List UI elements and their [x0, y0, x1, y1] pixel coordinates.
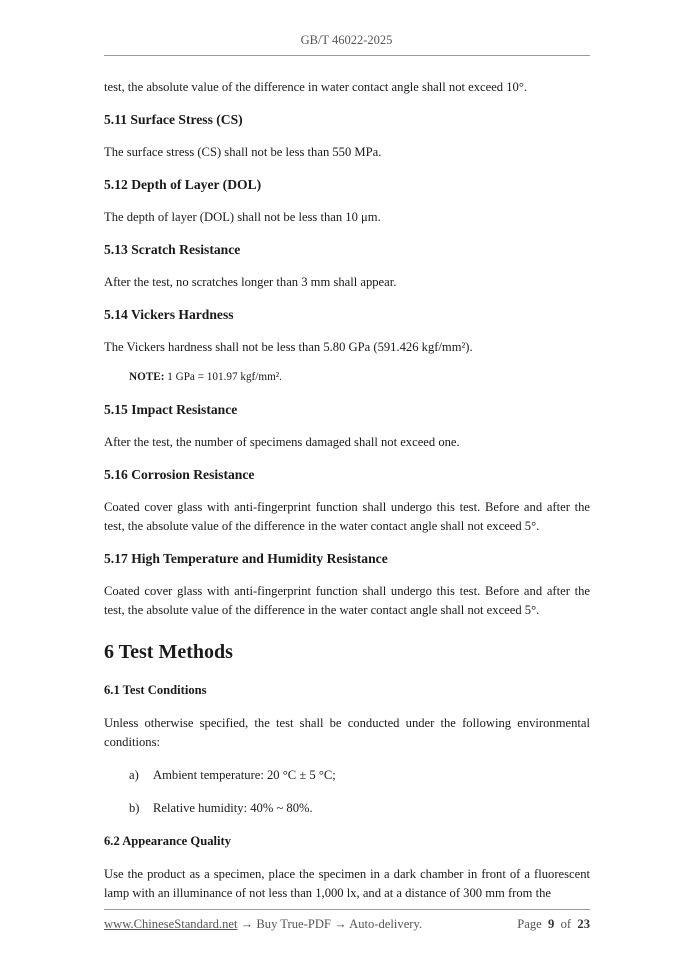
total-pages: 23 — [577, 917, 590, 931]
header-divider — [104, 55, 590, 56]
section-5-16-text: Coated cover glass with anti-fingerprint function shall undergo this test. Before and after the test, the absolute value of the difference in the water contact angle shall not exceed 5°. — [104, 500, 590, 533]
list-item-text: Ambient temperature: 20 °C ± 5 °C; — [153, 768, 336, 782]
section-5-17-text: Coated cover glass with anti-fingerprint function shall undergo this test. Before and after the test, the absolute value of the difference in the water contact angle shall not exceed 5°. — [104, 584, 590, 617]
section-5-12-heading: 5.12 Depth of Layer (DOL) — [104, 177, 262, 192]
current-page: 9 — [548, 917, 555, 931]
section-5-11-heading: 5.11 Surface Stress (CS) — [104, 112, 243, 127]
footer-divider — [104, 909, 590, 910]
section-5-14-note — [129, 368, 590, 387]
section-6-2-text: Use the product as a specimen, place the specimen in a dark chamber in front of a fluorescent lamp with an illuminance of not less than 1,000 lx, and at a distance of 300 mm from the — [104, 867, 590, 900]
website-link[interactable]: www.ChineseStandard.net — [104, 917, 238, 931]
of-word: of — [560, 917, 572, 931]
section-5-12-text: The depth of layer (DOL) shall not be less than 10 μm. — [104, 210, 381, 224]
section-5-16-heading: 5.16 Corrosion Resistance — [104, 467, 255, 482]
list-item — [129, 766, 590, 785]
page-content — [104, 78, 590, 903]
page-footer — [104, 917, 590, 932]
section-5-15-text: After the test, the number of specimens damaged shall not exceed one. — [104, 435, 460, 449]
section-5-14-heading: 5.14 Vickers Hardness — [104, 307, 234, 322]
list-item-text: Relative humidity: 40% ~ 80%. — [153, 801, 313, 815]
section-5-15-heading: 5.15 Impact Resistance — [104, 402, 238, 417]
section-5-11-text: The surface stress (CS) shall not be less than 550 MPa. — [104, 145, 382, 159]
section-5-13-heading: 5.13 Scratch Resistance — [104, 242, 241, 257]
section-6-2-heading: 6.2 Appearance Quality — [104, 834, 231, 848]
page-word: Page — [517, 917, 542, 931]
section-5-14-text: The Vickers hardness shall not be less than 5.80 GPa (591.426 kgf/mm²). — [104, 340, 473, 354]
section-5-17-heading: 5.17 High Temperature and Humidity Resistance — [104, 551, 388, 566]
document-header: GB/T 46022-2025 — [300, 33, 393, 47]
continued-paragraph: test, the absolute value of the difference in water contact angle shall not exceed 10°. — [104, 80, 528, 94]
chapter-6-heading: 6 Test Methods — [104, 641, 233, 663]
note-text: 1 GPa = 101.97 kgf/mm². — [164, 371, 282, 383]
note-label: NOTE: — [129, 371, 165, 383]
footer-promo-text: → Buy True-PDF → Auto-delivery. — [237, 917, 423, 931]
footer-promo — [104, 917, 422, 932]
list-item — [129, 799, 590, 818]
page-number — [517, 917, 590, 932]
section-6-1-text: Unless otherwise specified, the test shall be conducted under the following environmental conditions: — [104, 716, 590, 749]
section-6-1-heading: 6.1 Test Conditions — [104, 683, 207, 697]
list-marker: a) — [129, 768, 139, 782]
list-marker: b) — [129, 801, 140, 815]
section-5-13-text: After the test, no scratches longer than 3 mm shall appear. — [104, 275, 397, 289]
